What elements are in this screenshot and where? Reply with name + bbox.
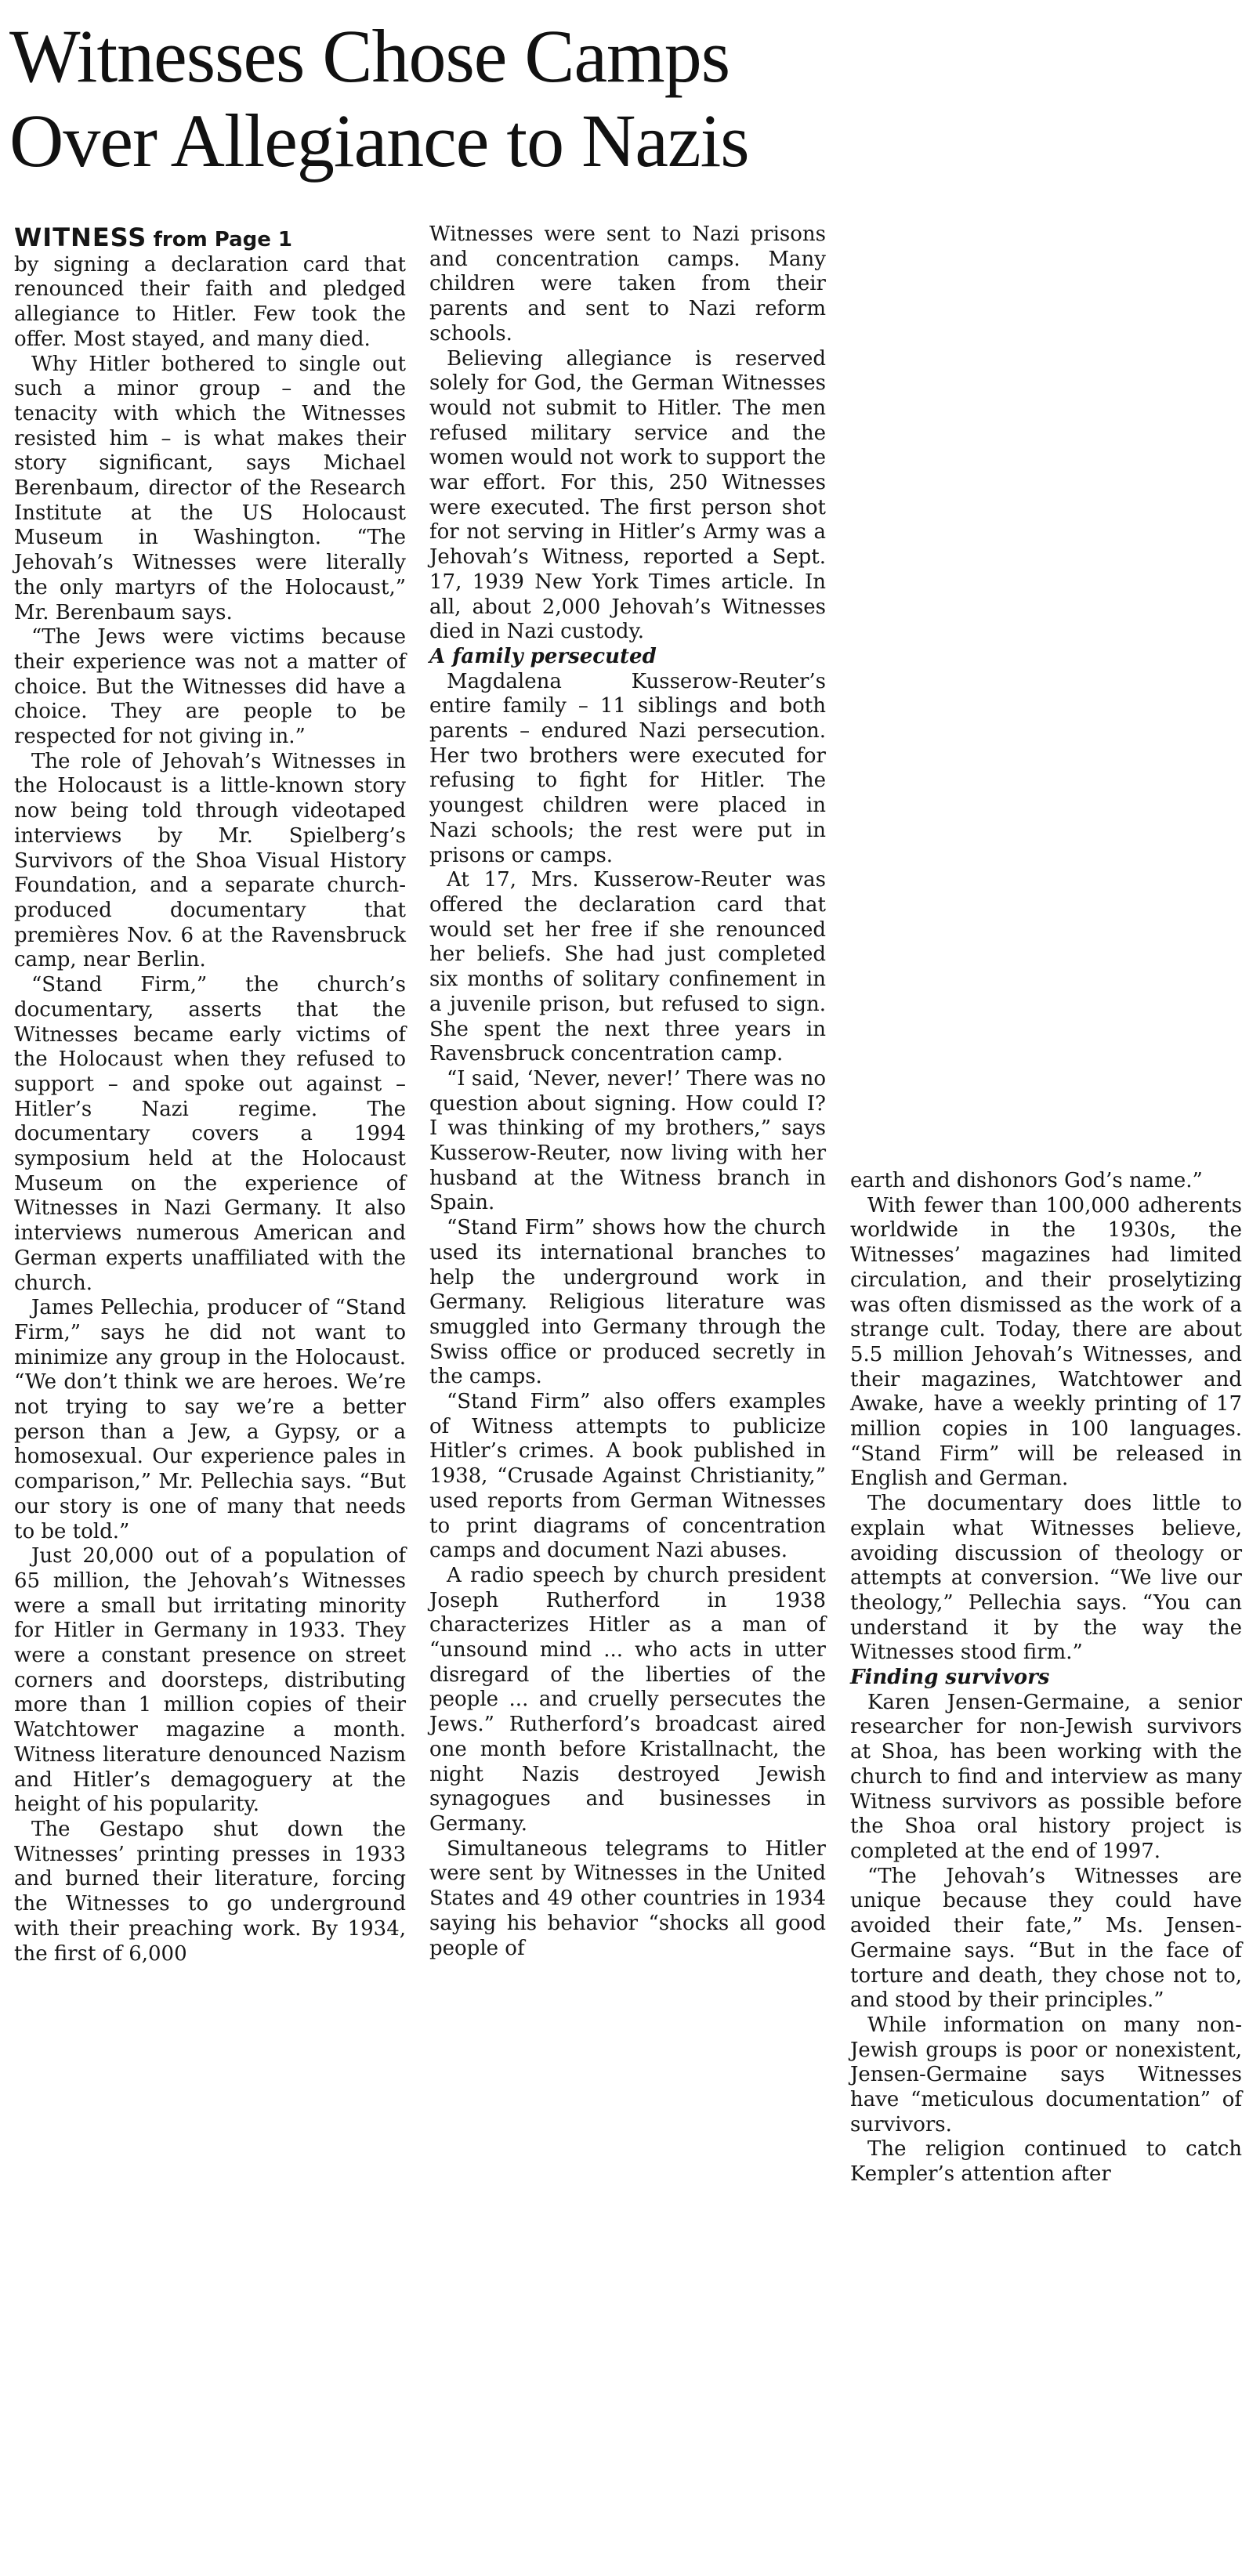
paragraph: “Stand Firm” also offers examples of Witness attempts to publicize Hitler’s crimes. A book published in 1938, “Crusade Against Christianity,” used reports from German Witnesses to print diagrams of concentration camps and document Nazi abuses. [429,1390,826,1563]
paragraph: James Pellechia, producer of “Stand Firm,” says he did not want to minimize any group in the Holocaust. “We don’t think we are heroes. We’re not trying to say we’re a better person than a Jew, a Gypsy, or a homosexual. Our experience pales in comparison,” Mr. Pellechia says. “But our story is one of many that needs to be told.” [14,1296,406,1543]
headline [9,14,1232,183]
subhead-family-persecuted: A family persecuted [429,644,657,668]
paragraph: Magdalena Kusserow-Reuter’s entire family – 11 siblings and both parents – endured Nazi persecution. Her two brothers were executed for refusing to fight for Hitler. The youngest children were placed in Nazi schools; the rest were put in prisons or camps. [429,669,826,867]
paragraph: “The Jews were victims because their experience was not a matter of choice. But the Witnesses did have a choice. They are people to be respected for not giving in.” [14,625,406,749]
paragraph: The Gestapo shut down the Witnesses’ printing presses in 1933 and burned their literature, forcing the Witnesses to go underground with their preaching work. By 1934, the first of 6,000 [14,1818,406,1966]
headline-line-2: Over Allegiance to Nazis [9,99,749,183]
paragraph: “Stand Firm” shows how the church used its international branches to help the underground work in Germany. Religious literature was smuggled into Germany through the Swiss office or produced secretly in the camps. [429,1216,826,1389]
jump-text: from Page 1 [153,228,293,251]
paragraph: Believing allegiance is reserved solely for God, the German Witnesses would not submit to Hitler. The men refused military service and the women would not work to support the war effort. For this, 250 Witnesses were executed. The first person shot for not serving in Hitler’s Army was a Jehovah’s Witness, reported a Sept. 17, 1939 New York Times article. In all, about 2,000 Jehovah’s Witnesses died in Nazi custody. [429,346,826,644]
paragraph: The religion continued to catch Kempler’s attention after [850,2137,1242,2187]
paragraph: With fewer than 100,000 adherents worldwide in the 1930s, the Witnesses’ magazines had limited circulation, and their proselytizing was often dismissed as the work of a strange cult. Today, there are about 5.5 million Jehovah’s Witnesses, and their magazines, Watchtower and Awake, have a weekly printing of 17 million copies in 100 languages. “Stand Firm” will be released in English and German. [850,1193,1242,1491]
paragraph: “The Jehovah’s Witnesses are unique because they could have avoided their fate,” Ms. Jensen-Germaine says. “But in the face of torture and death, they chose not to, and stood by their principles.” [850,1864,1242,2013]
subhead-finding-survivors: Finding survivors [850,1666,1050,1690]
paragraph: The role of Jehovah’s Witnesses in the Holocaust is a little-known story now being told through videotaped interviews by Mr. Spielberg’s Survivors of the Shoa Visual History Foundation, and a separate church-produced documentary that premières Nov. 6 at the Ravensbruck camp, near Berlin. [14,749,406,972]
article-column-3 [850,1169,1242,2187]
paragraph: earth and dishonors God’s name.” [850,1169,1203,1192]
paragraph: Witnesses were sent to Nazi prisons and concentration camps. Many children were taken from their parents and sent to Nazi reform schools. [429,223,826,346]
paragraph: “I said, ‘Never, never!’ There was no question about signing. How could I? I was thinking of my brothers,” says Kusserow-Reuter, now living with her husband at the Witness branch in Spain. [429,1066,826,1215]
jump-keyword: WITNESS [14,223,147,252]
paragraph: Simultaneous telegrams to Hitler were sent by Witnesses in the United States and 49 other countries in 1934 saying his behavior “shocks all good people of [429,1836,826,1960]
paragraph: by signing a declaration card that renounced their faith and pledged allegiance to Hitler. Few took the offer. Most stayed, and many died. [14,252,406,351]
paragraph: Karen Jensen-Germaine, a senior researcher for non-Jewish survivors at Shoa, has been working with the church to find and interview as many Witness survivors as possible before the Shoa oral history project is completed at the end of 1997. [850,1690,1242,1863]
paragraph: A radio speech by church president Joseph Rutherford in 1938 characterizes Hitler as a man of “unsound mind ... who acts in utter disregard of the liberties of the people ... and cruelly persecutes the Jews.” Rutherford’s broadcast aired one month before Kristallnacht, the night Nazis destroyed Jewish synagogues and businesses in Germany. [429,1563,826,1836]
paragraph: “Stand Firm,” the church’s documentary, asserts that the Witnesses became early victims of the Holocaust when they refused to support – and spoke out against – Hitler’s Nazi regime. The documentary covers a 1994 symposium held at the Holocaust Museum on the experience of Witnesses in Nazi Germany. It also interviews numerous American and German experts unaffiliated with the church. [14,973,406,1295]
paragraph: Just 20,000 out of a population of 65 million, the Jehovah’s Witnesses were a small but irritating minority for Hitler in Germany in 1933. They were a constant presence on street corners and doorsteps, distributing more than 1 million copies of their Watchtower magazine a month. Witness literature denounced Nazism and Hitler’s demagoguery at the height of his popularity. [14,1544,406,1817]
jump-line [14,223,406,253]
headline-line-1: Witnesses Chose Camps [9,14,730,98]
paragraph: At 17, Mrs. Kusserow-Reuter was offered the declaration card that would set her free if she renounced her beliefs. She had just completed six months of solitary confinement in a juvenile prison, but refused to sign. She spent the next three years in Ravensbruck concentration camp. [429,868,826,1066]
paragraph: While information on many non-Jewish groups is poor or nonexistent, Jensen-Germaine says Witnesses have “meticulous documentation” of survivors. [850,2013,1242,2136]
paragraph: Why Hitler bothered to single out such a minor group – and the tenacity with which the Witnesses resisted him – is what makes their story significant, says Michael Berenbaum, director of the Research Institute at the US Holocaust Museum in Washington. “The Jehovah’s Witnesses were literally the only martyrs of the Holocaust,” Mr. Berenbaum says. [14,352,406,624]
article-column-1 [14,223,406,1966]
article-column-2 [429,223,826,1961]
paragraph: The documentary does little to explain what Witnesses believe, avoiding discussion of theology or attempts at conversion. “We live our theology,” Pellechia says. “You can understand it by the way the Witnesses stood firm.” [850,1492,1242,1665]
